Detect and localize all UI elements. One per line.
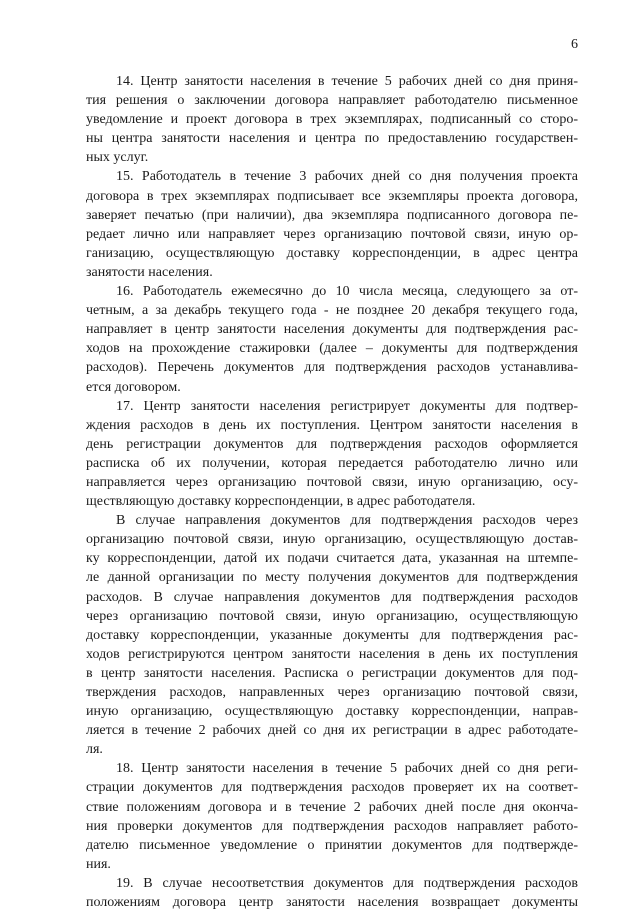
text-line: 14. Центр занятости населения в течение 5 рабочих дней со дня приня- <box>116 74 578 89</box>
text-line: положениям договора центр занятости населения возвращает документы <box>86 895 578 911</box>
text-line: редает лично или направляет через организацию почтовой связи, иную ор- <box>86 226 578 242</box>
text-line: иную организацию, осуществляющую доставку корреспонденции, направ- <box>86 704 578 720</box>
text-line: занятости населения. <box>86 264 213 280</box>
text-line: тия решения о заключении договора направляет работодателю письменное <box>86 93 578 109</box>
text-line: 15. Работодатель в течение 3 рабочих дней со дня получения проекта <box>116 169 578 185</box>
text-line: ствие положениям договора и в течение 2 рабочих дней после дня оконча- <box>86 799 578 815</box>
text-line: через организацию почтовой связи, иную организацию, осуществляющую <box>86 608 578 624</box>
text-line: направляется через организацию почтовой связи, иную организацию, осу- <box>86 474 578 490</box>
text-line: расписка об их получении, которая передается работодателю лично или <box>86 455 578 471</box>
text-line: 18. Центр занятости населения в течение 5 рабочих дней со дня реги- <box>116 761 578 777</box>
text-line: ходов регистрируются центром занятости населения в день их поступления <box>86 646 578 662</box>
text-line: четным, а за декабрь текущего года - не позднее 20 декабря текущего года, <box>86 303 578 319</box>
text-line: ганизацию, осуществляющую доставку корреспонденции, в адрес центра <box>86 245 578 261</box>
document-body <box>86 72 578 912</box>
text-line: ется договором. <box>86 379 181 395</box>
text-line: ществляющую доставку корреспонденции, в адрес работодателя. <box>86 494 476 510</box>
text-line: тверждения расходов, направленных через организацию почтовой связи, <box>86 685 578 700</box>
text-line: ния. <box>86 856 111 872</box>
text-line: уведомление и проект договора в трех экземплярах, подписанный со сторо- <box>86 112 578 128</box>
text-line: ле данной организации по месту получения документов для подтверждения <box>86 570 578 586</box>
text-line: В случае направления документов для подтверждения расходов через <box>116 513 578 529</box>
text-line: ку корреспонденции, датой их подачи считается дата, указанная на штемпе- <box>86 551 578 567</box>
text-line: ния проверки документов для подтверждения расходов направляет работо- <box>86 818 578 834</box>
text-line: ных услуг. <box>86 150 149 166</box>
text-line: день регистрации документов для подтверждения расходов оформляется <box>86 436 578 452</box>
text-line: заверяет печатью (при наличии), два экземпляра подписанного договора пе- <box>86 207 578 223</box>
text-line: расходов. В случае направления документов для подтверждения расходов <box>86 589 578 605</box>
text-line: в центр занятости населения. Расписка о регистрации документов для под- <box>86 665 578 681</box>
text-line: ждения расходов в день их поступления. Центром занятости населения в <box>86 417 578 433</box>
text-line: страции документов для подтверждения расходов проверяет их на соответ- <box>86 780 578 796</box>
text-line: 17. Центр занятости населения регистрирует документы для подтвер- <box>116 398 578 414</box>
text-line: договора в трех экземплярах подписывает все экземпляры проекта договора, <box>86 188 578 204</box>
text-line: ля. <box>86 742 103 758</box>
text-line: доставку корреспонденции, указанные документы для подтверждения рас- <box>86 627 578 643</box>
text-line: расходов). Перечень документов для подтверждения расходов устанавлива- <box>86 360 578 376</box>
text-line: дателю письменное уведомление о принятии документов для подтвержде- <box>86 837 578 853</box>
text-line: направляет в центр занятости населения документы для подтверждения рас- <box>86 322 578 338</box>
text-line: ходов на прохождение стажировки (далее – документы для подтверждения <box>86 341 578 357</box>
text-line: 16. Работодатель ежемесячно до 10 числа месяца, следующего за от- <box>116 284 578 300</box>
text-line: организацию почтовой связи, иную организацию, осуществляющую достав- <box>86 532 578 548</box>
page-number: 6 <box>571 37 578 52</box>
text-line: ны центра занятости населения и центра по предоставлению государствен- <box>86 131 578 147</box>
text-line: 19. В случае несоответствия документов для подтверждения расходов <box>116 875 578 891</box>
text-line: ляется в течение 2 рабочих дней со дня их регистрации в адрес работодате- <box>86 723 578 739</box>
